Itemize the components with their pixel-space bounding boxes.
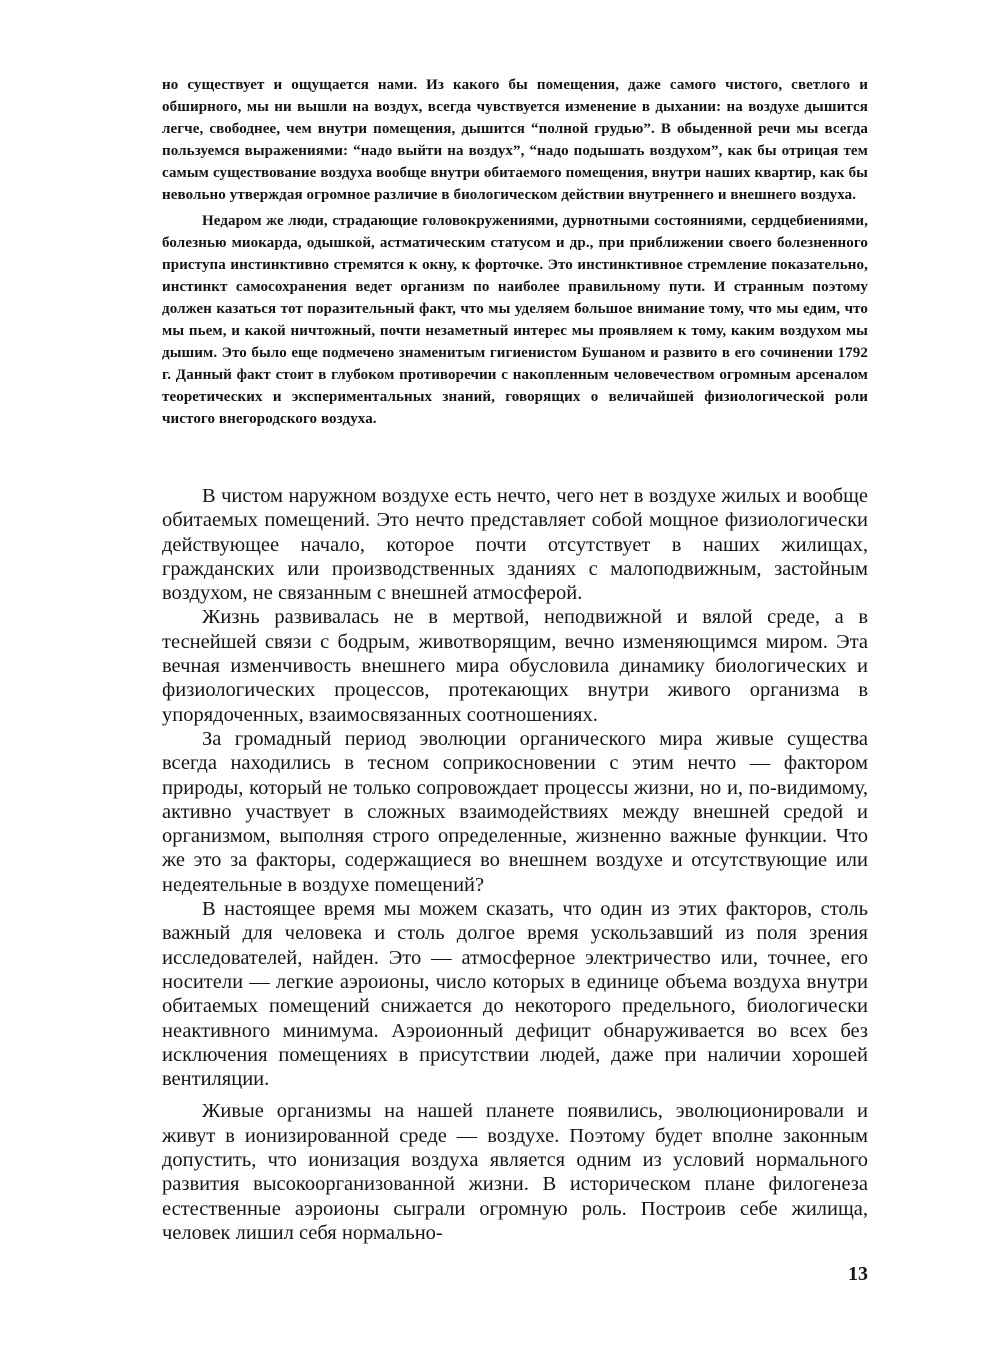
- main-paragraph-2: Жизнь развивалась не в мертвой, неподвижной и вялой среде, а в теснейшей связи с бодрым, животворящим, вечно изменяющимся миром. Эта вечная изменчивость внешнего мира обусловила динамику биологических и физиологических процессов, протекающих внутри живого организма в упорядоченных, взаимосвязанных соотношениях.: [162, 606, 868, 726]
- small-paragraph-2: Недаром же люди, страдающие головокружениями, дурнотными состояниями, сердцебиениями, болезнью миокарда, одышкой, астматическим статусом и др., при приближении своего болезненного приступа инстинктивно стремятся к окну, к форточке. Это инстинктивное стремление показательно, инстинкт самосохранения ведет организм по наиболее правильному пути. И странным поэтому должен казаться тот поразительный факт, что мы уделяем большое внимание тому, что мы едим, что мы пьем, и какой ничтожный, почти незаметный интерес мы проявляем к тому, каким воздухом мы дышим. Это было еще подмечено знаменитым гигиенистом Бушаном и развито в его сочинении 1792 г. Данный факт стоит в глубоком противоречии с накопленным человечеством огромным арсеналом теоретических и экспериментальных знаний, говорящих о величайшей физиологической роли чистого внегородского воздуха.: [162, 213, 868, 427]
- small-paragraph-1: но существует и ощущается нами. Из какого бы помещения, даже самого чистого, светлого и обширного, мы ни вышли на воздух, всегда чувствуется изменение в дыхании: на воздухе дышится легче, свободнее, чем внутри помещения, дышится “полной грудью”. В обыденной речи мы всегда пользуемся выражениями: “надо выйти на воздух”, “надо подышать воздухом”, как бы отрицая тем самым существование воздуха вообще внутри обитаемого помещения, внутри наших квартир, как бы невольно утверждая огромное различие в биологическом действии внутреннего и внешнего воздуха.: [162, 77, 868, 203]
- main-paragraph-3: За громадный период эволюции органического мира живые существа всегда находились в тесном соприкосновении с этим нечто — фактором природы, который не только сопровождает процессы жизни, но и, по-видимому, активно участвует в сложных взаимодействиях между внешней средой и организмом, выполняя строго определенные, жизненно важные функции. Что же это за факторы, содержащиеся во внешнем воздухе и отсутствующие или недеятельные в воздухе помещений?: [162, 727, 868, 896]
- main-text-section: [162, 484, 868, 1245]
- main-paragraph-1: В чистом наружном воздухе есть нечто, чего нет в воздухе жилых и вообще обитаемых помещений. Это нечто представляет собой мощное физиологически действующее начало, которое почти отсутствует в наших жилищах, гражданских или производственных зданиях с малоподвижным, застойным воздухом, не связанным с внешней атмосферой.: [162, 485, 868, 605]
- small-print-section: [162, 74, 868, 430]
- main-paragraph-5: Живые организмы на нашей планете появились, эволюционировали и живут в ионизированной среде — воздухе. Поэтому будет вполне законным допустить, что ионизация воздуха является одним из условий нормального развития высокоорганизованной жизни. В историческом плане филогенеза естественные аэроионы сыграли огромную роль. Построив себе жилища, человек лишил себя нормально-: [162, 1100, 868, 1244]
- page-number: 13: [848, 1263, 868, 1285]
- main-paragraph-4: В настоящее время мы можем сказать, что один из этих факторов, столь важный для человека и столь долгое время ускользавший из поля зрения исследователей, найден. Это — атмосферное электричество или, точнее, его носители — легкие аэроионы, число которых в единице объема воздуха внутри обитаемых помещений снижается до некоторого предельного, биологически неактивного минимума. Аэроионный дефицит обнаруживается во всех без исключения помещениях в присутствии людей, даже при наличии хорошей вентиляции.: [162, 898, 868, 1091]
